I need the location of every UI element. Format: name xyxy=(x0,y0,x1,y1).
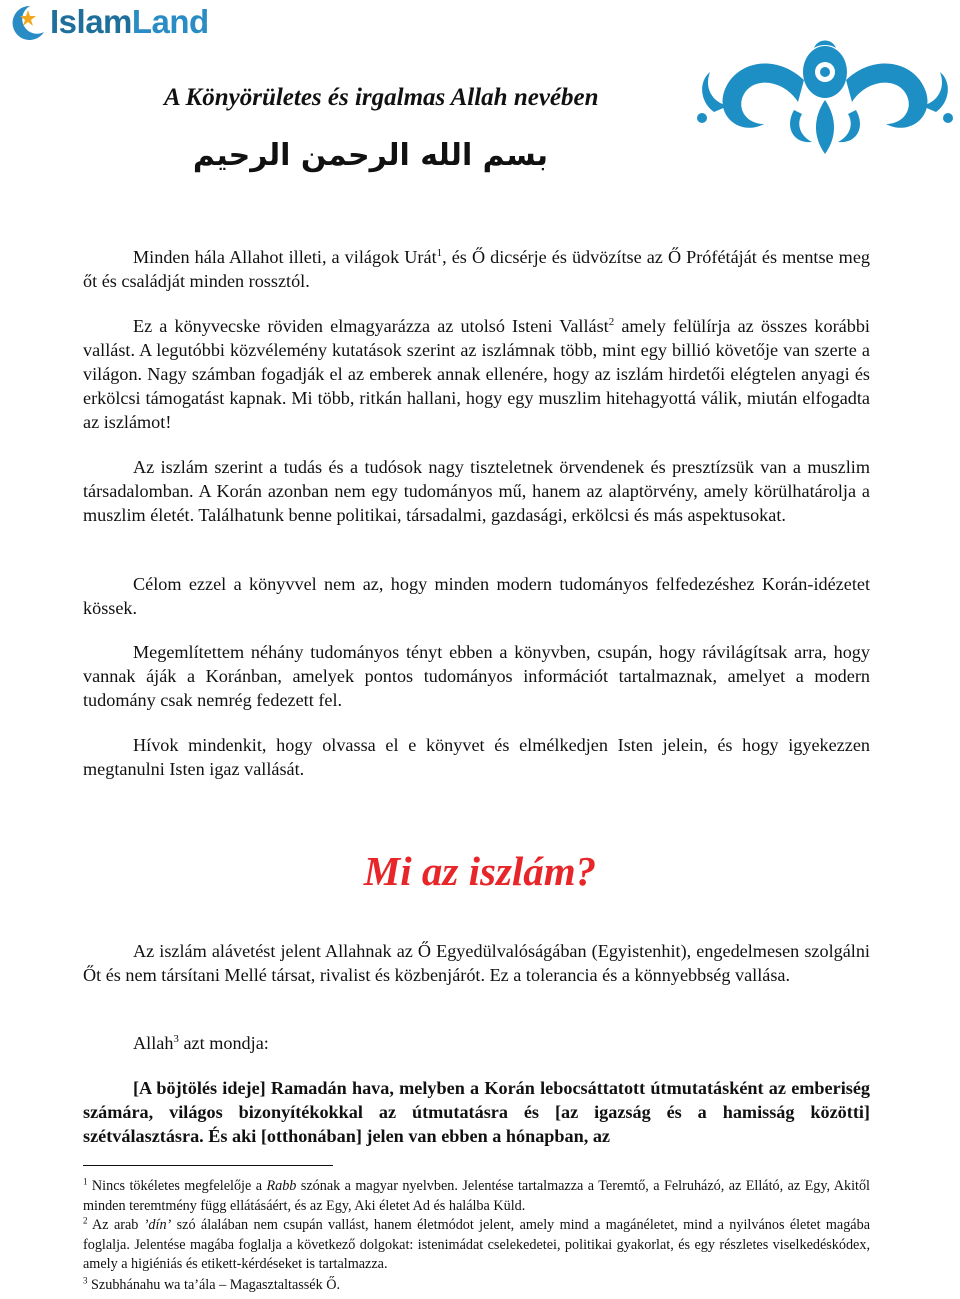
section-heading: Mi az iszlám? xyxy=(363,848,597,894)
paragraph-allah-says: Allah$^3$ azt mondja: xyxy=(133,1032,269,1053)
footnote-2: $^2$ Az arab ’dín’ szó álalában nem csupán vallást, hanem életmódot jelent, amely mind a magánéletet, mind a nyilvános életet magába foglalja. Jelentése magába foglalja a következő dolgokat: istenimádat cselekedetei, politikai gyakorlat, és egy részletes viselkedéskódex, amely a higiéniás és etikett-kérdéseket is tartalmazza. xyxy=(83,1215,870,1272)
bismillah-arabic: بسم الله الرحمن الرحيم xyxy=(192,138,548,173)
islamland-logo[interactable] xyxy=(4,2,209,42)
paragraph-invitation: Hívok mindenkit, hogy olvassa el e könyvet és elmélkedjen Isten jelein, és hogy igyekezzen megtanulni Isten igaz vallását. xyxy=(83,735,870,779)
crescent-star-icon xyxy=(4,2,50,42)
logo-wordmark: IslamLand xyxy=(50,3,209,40)
paragraph-islam-definition: Az iszlám alávetést jelent Allahnak az Ő Egyedülvalóságában (Egyistenhit), engedelmesen szolgálni Őt és nem társítani Mellé társat, rivalist és közbenjárót. Ez a tolerancia és a könnyebbség vallása. xyxy=(83,941,870,985)
bismillah-hungarian: A Könyörületes és irgalmas Allah nevében xyxy=(164,84,599,111)
quran-quote: [A böjtölés ideje] Ramadán hava, melyben a Korán lebocsáttatott útmutatásként az emberiség számára, világos bizonyítékokkal az útmutatásra és [az igazság és a hamisság közötti] szétválasztásra. És aki [otthonában] jelen van ebben a hónapban, az xyxy=(83,1078,870,1146)
footnote-divider xyxy=(83,1165,333,1166)
paragraph-aim: Célom ezzel a könyvvel nem az, hogy minden modern tudományos felfedezéshez Korán-idézetet kössek. xyxy=(83,574,870,618)
footnote-3: $^3$ Szubhánahu wa ta’ála – Magasztaltassék Ő. xyxy=(83,1275,341,1293)
paragraph-summary: Ez a könyvecske röviden elmagyarázza az utolsó Isteni Vallást$^2$ amely felülírja az összes korábbi vallást. A legutóbbi közvélemény kutatások szerint az iszlámnak több, mint egy billió követője van szerte a világon. Nagy számban fogadják el az emberek annak ellenére, hogy az iszlám hirdetői elégtelen anyagi és erkölcsi támogatást kapnak. Mi több, ritkán hallani, hogy egy muszlim hitehagyottá válik, miután elfogadta az iszlámot! xyxy=(83,315,870,432)
paragraph-intro: Minden hála Allahot illeti, a világok Urát$^1$, és Ő dicsérje és üdvözítse az Ő Prófétáját és mentse meg őt és családját minden rossztól. xyxy=(83,246,870,291)
paragraph-knowledge: Az iszlám szerint a tudás és a tudósok nagy tiszteletnek örvendenek és presztízsük van a muszlim társadalomban. A Korán azonban nem egy tudományos mű, hanem az alaptörvény, amely körülhatárolja a muszlim életét. Találhatunk benne politikai, társadalmi, gazdasági, erkölcsi és más aspektusokat. xyxy=(83,457,870,525)
footnote-1: $^1$ Nincs tökéletes megfelelője a Rabb szónak a magyar nyelvben. Jelentése tartalmazza a Teremtő, a Felruházó, az Ellátó, az Egy, Akitől minden teremtmény függ ellátásáért, és az Egy, Aki életet Ad és halálba Küld. xyxy=(83,1176,870,1214)
arabesque-ornament xyxy=(694,32,956,156)
paragraph-facts: Megemlítettem néhány tudományos tényt ebben a könyvben, csupán, hogy rávilágítsak arra, hogy vannak áják a Koránban, amelyek pontos tudományos információt tartalmaznak, amelyet a modern tudomány csak nemrég fedezett fel. xyxy=(83,642,870,710)
